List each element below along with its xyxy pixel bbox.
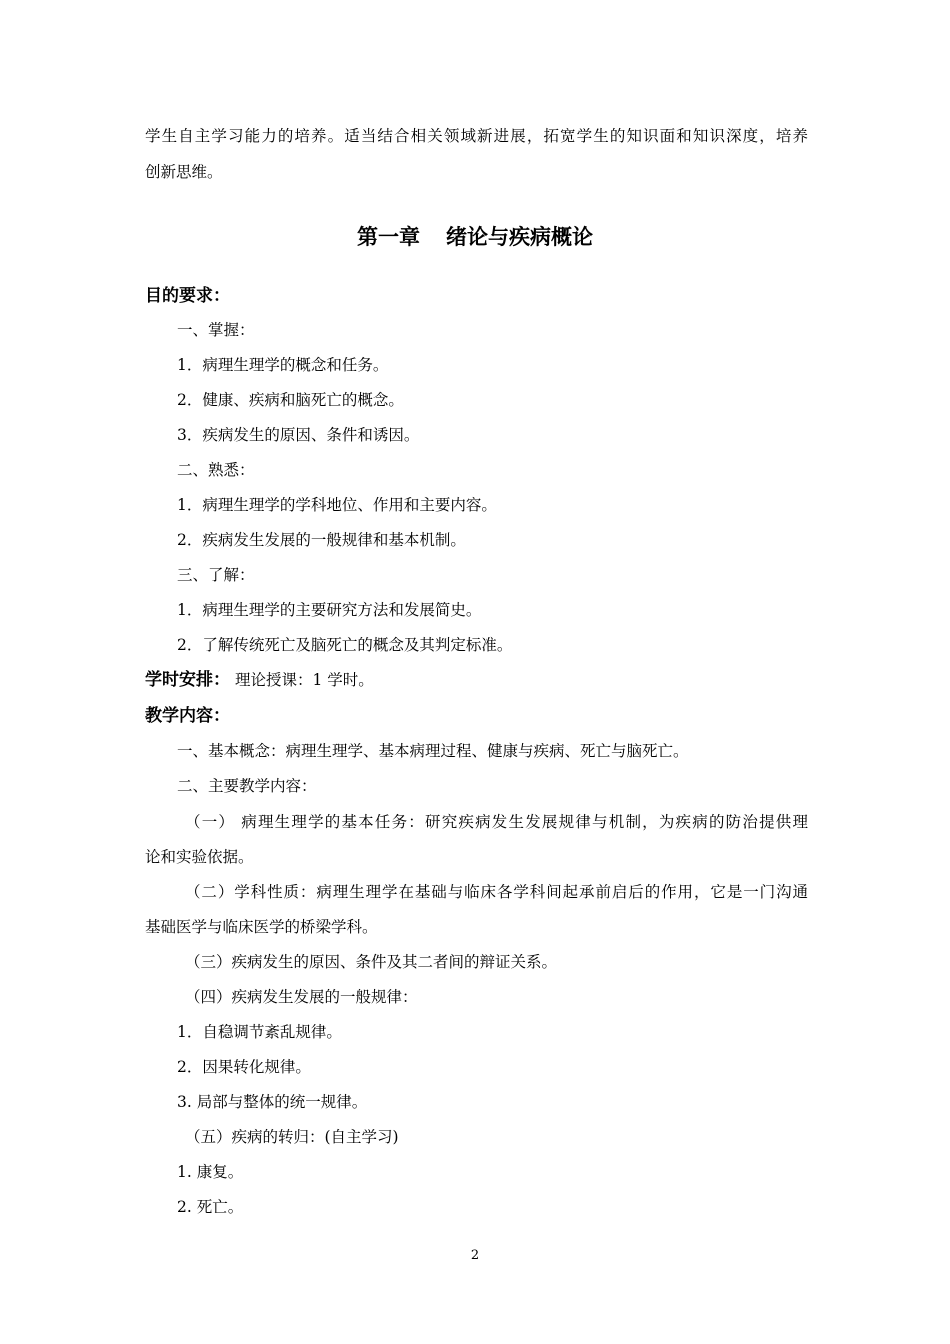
content-item-1-line-1: （一） 病理生理学的基本任务：研究疾病发生发展规律与机制，为疾病的防治提供理 bbox=[185, 813, 808, 831]
content-item-5-sub: 2. 死亡。 bbox=[177, 1198, 244, 1216]
chapter-title bbox=[0, 224, 950, 250]
intro-line-2: 创新思维。 bbox=[145, 163, 223, 181]
schedule-heading: 学时安排： bbox=[145, 670, 230, 690]
schedule-text: 理论授课：1 学时。 bbox=[234, 671, 374, 689]
content-item-5: （五）疾病的转归：(自主学习) bbox=[185, 1128, 399, 1146]
master-item: 2．健康、疾病和脑死亡的概念。 bbox=[177, 391, 404, 409]
content-item-4-sub: 3. 局部与整体的统一规律。 bbox=[177, 1093, 368, 1111]
understand-label: 三、了解： bbox=[177, 566, 255, 584]
main-content-label: 二、主要教学内容： bbox=[177, 777, 317, 795]
content-item-2-line-2: 基础医学与临床医学的桥梁学科。 bbox=[145, 918, 378, 936]
page-number: 2 bbox=[470, 1248, 480, 1263]
objectives-heading: 目的要求： bbox=[145, 286, 230, 306]
chapter-name: 绪论与疾病概论 bbox=[446, 225, 593, 249]
master-item: 1．病理生理学的概念和任务。 bbox=[177, 356, 389, 374]
master-item: 3．疾病发生的原因、条件和诱因。 bbox=[177, 426, 420, 444]
schedule-row bbox=[145, 670, 374, 690]
chapter-number: 第一章 bbox=[357, 225, 420, 249]
understand-item: 1．病理生理学的主要研究方法和发展简史。 bbox=[177, 601, 482, 619]
familiar-item: 1．病理生理学的学科地位、作用和主要内容。 bbox=[177, 496, 497, 514]
content-item-1-line-2: 论和实验依据。 bbox=[145, 848, 254, 866]
content-item-2-line-1: （二）学科性质：病理生理学在基础与临床各学科间起承前启后的作用，它是一门沟通 bbox=[185, 883, 808, 901]
intro-line-1: 学生自主学习能力的培养。适当结合相关领域新进展，拓宽学生的知识面和知识深度，培养 bbox=[145, 127, 808, 145]
content-item-4: （四）疾病发生发展的一般规律： bbox=[185, 988, 418, 1006]
content-item-4-sub: 2．因果转化规律。 bbox=[177, 1058, 311, 1076]
content-heading: 教学内容： bbox=[145, 706, 230, 726]
basic-concepts: 一、基本概念：病理生理学、基本病理过程、健康与疾病、死亡与脑死亡。 bbox=[177, 742, 689, 760]
familiar-item: 2．疾病发生发展的一般规律和基本机制。 bbox=[177, 531, 466, 549]
content-item-5-sub: 1. 康复。 bbox=[177, 1163, 244, 1181]
master-label: 一、掌握： bbox=[177, 321, 255, 339]
content-item-4-sub: 1．自稳调节紊乱规律。 bbox=[177, 1023, 342, 1041]
content-item-3: （三）疾病发生的原因、条件及其二者间的辩证关系。 bbox=[185, 953, 558, 971]
understand-item: 2．了解传统死亡及脑死亡的概念及其判定标准。 bbox=[177, 636, 513, 654]
familiar-label: 二、熟悉： bbox=[177, 461, 255, 479]
